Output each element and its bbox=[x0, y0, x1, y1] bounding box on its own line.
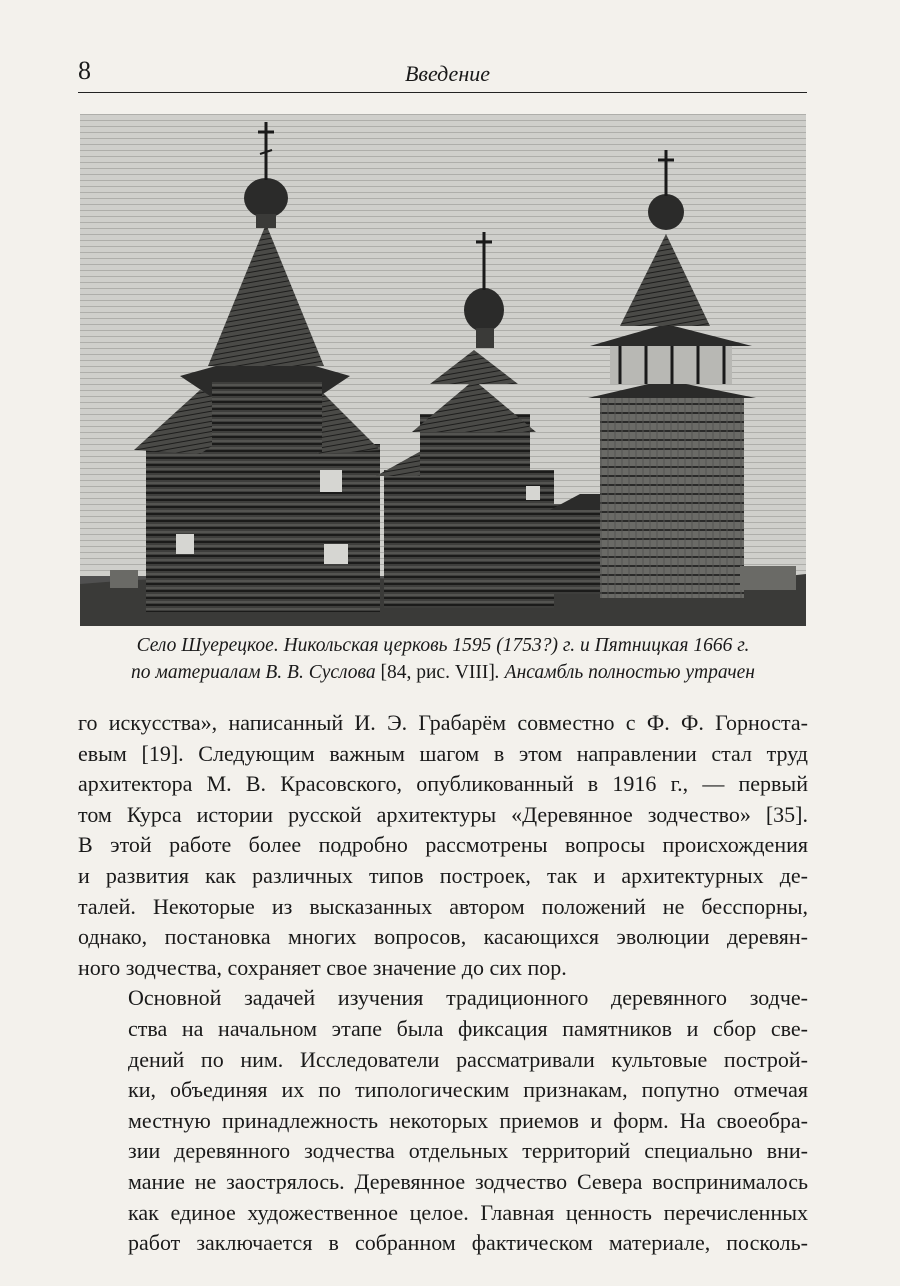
text-line: Основной задачей изучения традиционного деревянного зодче- bbox=[128, 985, 808, 1011]
text-line: ства на начальном этапе была фиксация памятников и сбор све- bbox=[128, 1015, 808, 1041]
text-line: том Курса истории русской архитектуры «Деревянное зодчество» [35]. bbox=[78, 801, 808, 827]
body-text bbox=[78, 708, 808, 1259]
church-engraving-figure bbox=[80, 114, 806, 626]
text-line: и развития как различных типов построек, так и архитектурных де- bbox=[78, 862, 808, 888]
figure-caption bbox=[80, 632, 806, 686]
text-line: ного зодчества, сохраняет свое значение до сих пор. bbox=[78, 954, 567, 980]
header-rule bbox=[78, 92, 807, 93]
text-line: евым [19]. Следующим важным шагом в этом направлении стал труд bbox=[78, 740, 808, 766]
caption-reference: [84, рис. VIII] bbox=[380, 662, 495, 683]
caption-line-2 bbox=[80, 659, 806, 686]
text-line: го искусства», написанный И. Э. Грабарём совместно с Ф. Ф. Горноста- bbox=[78, 710, 808, 735]
page-number: 8 bbox=[78, 56, 91, 85]
text-line: талей. Некоторые из высказанных автором положений не бесспорны, bbox=[78, 893, 808, 919]
caption-line-2-end: . Ансамбль полностью утрачен bbox=[494, 662, 755, 683]
running-head: Введение bbox=[404, 61, 490, 86]
church-engraving-illustration bbox=[80, 114, 806, 626]
text-line: В этой работе более подробно рассмотрены вопросы происхождения bbox=[78, 832, 808, 858]
text-line: ки, объединяя их по типологическим признакам, попутно отмечая bbox=[128, 1077, 808, 1103]
text-line: работ заключается в собранном фактическом материале, посколь- bbox=[128, 1230, 808, 1256]
caption-line-1: Село Шуерецкое. Никольская церковь 1595 (1753?) г. и Пятницкая 1666 г. bbox=[136, 635, 750, 656]
text-line: как единое художественное целое. Главная ценность перечисленных bbox=[128, 1199, 808, 1225]
text-line: однако, постановка многих вопросов, касающихся эволюции деревян- bbox=[78, 924, 808, 950]
text-line: зии деревянного зодчества отдельных территорий специально вни- bbox=[128, 1138, 808, 1164]
paragraph-2 bbox=[78, 983, 808, 1258]
text-line: мание не заострялось. Деревянное зодчество Севера воспринималось bbox=[128, 1168, 808, 1194]
text-line: дений по ним. Исследователи рассматривали культовые построй- bbox=[128, 1046, 808, 1072]
paragraph-1 bbox=[78, 708, 808, 983]
caption-line-2-start: по материалам В. В. Суслова bbox=[131, 662, 381, 683]
text-line: местную принадлежность некоторых приемов и форм. На своеобра- bbox=[128, 1107, 808, 1133]
text-line: архитектора М. В. Красовского, опубликованный в 1916 г., — первый bbox=[78, 771, 808, 797]
